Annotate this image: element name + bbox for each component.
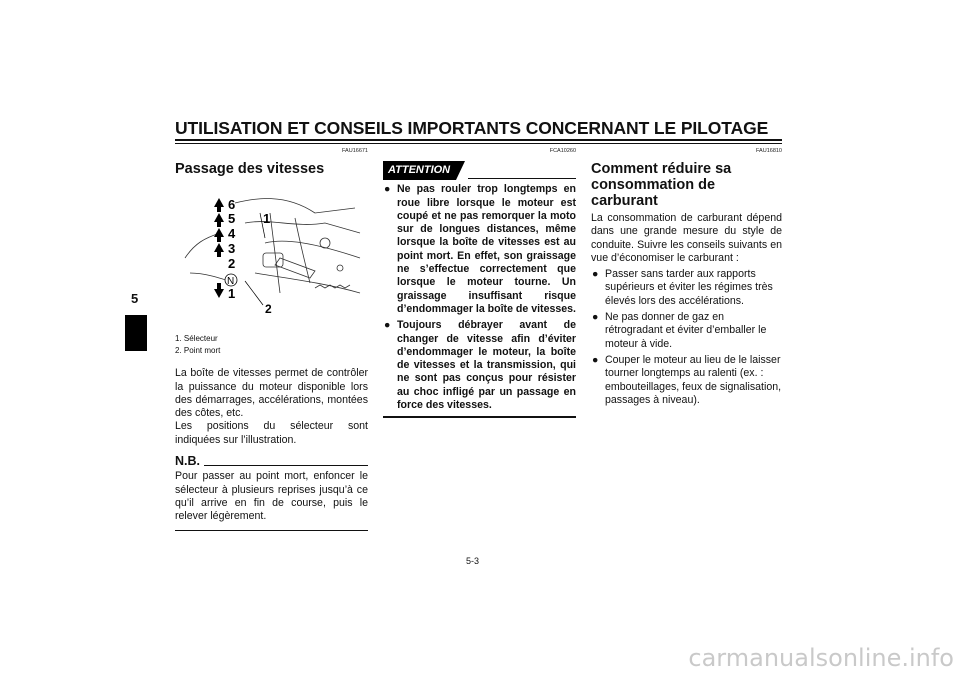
column-gear-shift <box>175 155 368 531</box>
page-number: 5-3 <box>466 556 480 566</box>
attention-header <box>383 161 576 180</box>
gear-shift-illustration <box>175 183 365 325</box>
header-rule-thin <box>175 143 782 144</box>
section-code: FAU16671 <box>342 148 368 154</box>
gear-label-6: 6 <box>228 197 236 212</box>
attention-rule <box>468 178 576 179</box>
bullet-icon: ● <box>592 311 599 324</box>
callout-2: 2 <box>265 302 272 316</box>
page-header-title: UTILISATION ET CONSEILS IMPORTANTS CONCERNANT LE PILOTAGE <box>175 118 769 138</box>
gear-label-4: 4 <box>228 226 236 241</box>
header-rule <box>175 139 782 141</box>
watermark: carmanualsonline.info <box>688 644 954 672</box>
warning-item: ● Ne pas rouler trop longtemps en roue libre lorsque le moteur est coupé et ne pas remorquer la moto sur de longues distances, même lorsque la boîte de vitesses est au point mort. En effet, son graissage ne s’effectue correctement que lorsque le moteur tourne. Un graissage insuffisant risque d’endommager la boîte de vitesses. <box>384 183 576 315</box>
warning-item: ● Toujours débrayer avant de changer de vitesse afin d’éviter d’endommager le moteur, la boîte de vitesses et la transmission, qui ne sont pas conçus pour résister au choc infligé par un passage en force des vitesses. <box>384 319 576 412</box>
attention-end-rule <box>383 416 576 418</box>
section-heading: Passage des vitesses <box>175 161 325 177</box>
note-rule <box>204 465 368 466</box>
section-heading: Comment réduire sa consommation de carburant <box>591 161 732 209</box>
gear-label-neutral: N <box>227 276 235 287</box>
gear-label-3: 3 <box>228 241 236 256</box>
bullet-icon: ● <box>384 183 391 196</box>
note-text: Pour passer au point mort, enfoncer le sélecteur à plusieurs reprises jusqu’à ce qu’il arrive en fin de course, puis le relever légèrement. <box>175 470 368 523</box>
gear-label-2: 2 <box>228 256 236 271</box>
chapter-tab <box>125 315 147 351</box>
body-paragraph: La consommation de carburant dépend dans une grande mesure du style de conduite. Suivre les conseils suivants en vue d’économiser le carburant : <box>591 212 782 264</box>
body-paragraph: La boîte de vitesses permet de contrôler la puissance du moteur disponible lors des démarrages, accélérations, montées des côtes, etc. <box>175 367 368 420</box>
chapter-number: 5 <box>131 291 139 306</box>
warning-list <box>383 183 576 412</box>
tip-item: ● Passer sans tarder aux rapports supérieurs et éviter les régimes très élevés lors des accélérations. <box>592 268 773 307</box>
body-paragraph-2: Les positions du sélecteur sont indiquées sur l’illustration. <box>175 420 368 446</box>
figure-caption-1: 1. Sélecteur <box>175 334 218 344</box>
section-code: FCA10260 <box>549 148 576 154</box>
gear-label-5: 5 <box>228 211 236 226</box>
tip-list <box>591 268 782 407</box>
callout-1: 1 <box>263 211 271 226</box>
gear-label-1: 1 <box>228 286 236 301</box>
attention-badge: ATTENTION <box>383 161 456 180</box>
section-code: FAU16810 <box>756 148 782 154</box>
bullet-icon: ● <box>384 319 391 332</box>
note-header <box>175 455 368 468</box>
tip-item: ● Couper le moteur au lieu de le laisser tourner longtemps au ralenti (ex. : embouteillages, feux de signalisation, passages à niveau). <box>592 353 782 406</box>
note-label: N.B. <box>175 454 200 469</box>
column-attention <box>383 155 576 418</box>
bullet-icon: ● <box>592 353 599 366</box>
bullet-icon: ● <box>592 268 599 281</box>
column-fuel-saving <box>591 155 782 407</box>
figure-caption-2: 2. Point mort <box>175 346 221 356</box>
tip-item: ● Ne pas donner de gaz en rétrogradant et éviter d’emballer le moteur à vide. <box>592 311 767 350</box>
note-end-rule <box>175 530 368 531</box>
